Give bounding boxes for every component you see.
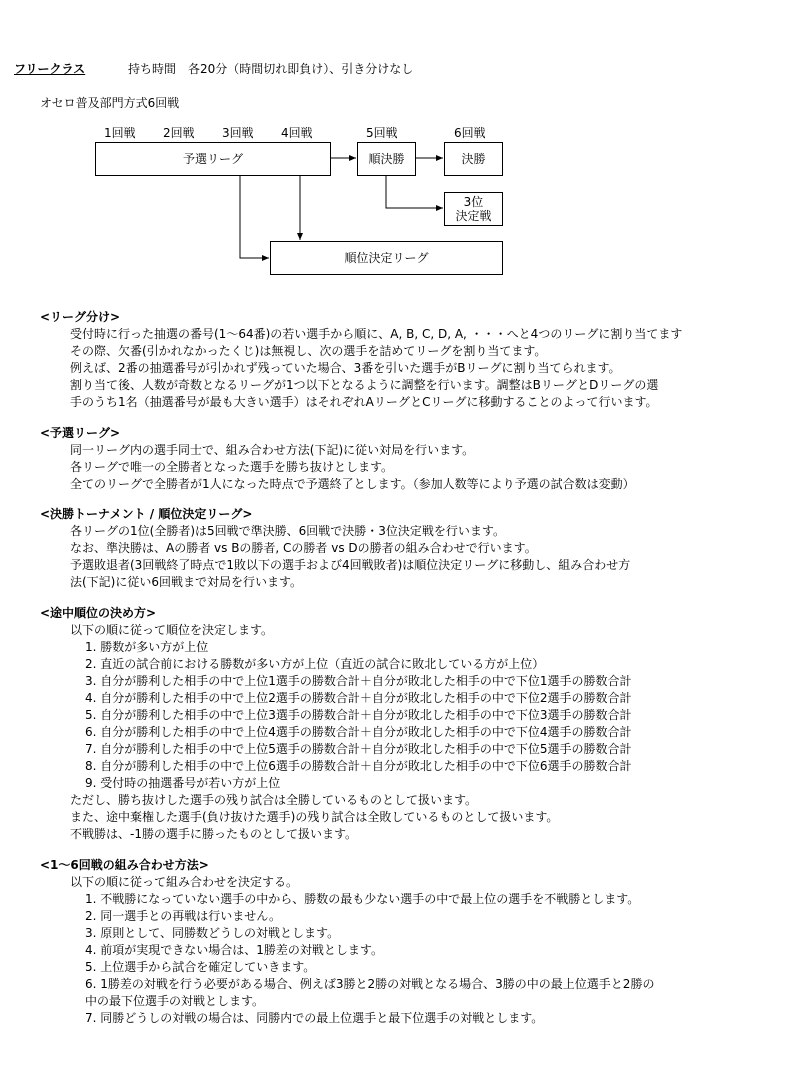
finals-line-2: なお、準決勝は、Aの勝者 vs Bの勝者, Cの勝者 vs Dの勝者の組み合わせで行います。 (70, 541, 537, 555)
pairing-item-4: 4. 前項が実現できない場合は、1勝差の対戦とします。 (85, 943, 383, 957)
qualifying-line-1: 同一リーグ内の選手同士で、組み合わせ方法(下記)に従い対局を行います。 (70, 443, 475, 457)
ranking-league-label: 順位決定リーグ (344, 251, 429, 265)
system-name: オセロ普及部門方式6回戦 (40, 96, 180, 110)
ranking-note-2: また、途中棄権した選手(負け抜けた選手)の残り試合は全敗しているものとして扱います。 (70, 810, 559, 824)
round-label-6: 6回戦 (454, 126, 486, 140)
third-place-box (444, 192, 503, 226)
qualifying-line-2: 各リーグで唯一の全勝者となった選手を勝ち抜けとします。 (70, 460, 394, 474)
ranking-item-3: 3. 自分が勝利した相手の中で上位1選手の勝数合計＋自分が敗北した相手の中で下位1選手の勝数合計 (85, 674, 632, 688)
league-line-3: 例えば、2番の抽選番号が引かれず残っていた場合、3番を引いた選手がBリーグに割り当てられます。 (70, 361, 621, 375)
pairing-item-2: 2. 同一選手との再戦は行いません。 (85, 909, 281, 923)
pairing-item-5: 5. 上位選手から試合を確定していきます。 (85, 960, 316, 974)
ranking-note-3: 不戦勝は、-1勝の選手に勝ったものとして扱います。 (70, 827, 358, 841)
third-place-label-line1: 3位 (463, 195, 484, 209)
arrow-semi-to-third (386, 175, 443, 208)
league-line-2: その際、欠番(引かれなかったくじ)は無視し、次の選手を詰めてリーグを割り当てます。 (70, 344, 547, 358)
round-label-1: 1回戦 (104, 126, 136, 140)
league-line-5: 手のうち1名（抽選番号が最も大きい選手）はそれぞれAリーグとCリーグに移動することのよって行います。 (70, 395, 658, 409)
finals-line-1: 各リーグの1位(全勝者)は5回戦で準決勝、6回戦で決勝・3位決定戦を行います。 (70, 524, 505, 538)
ranking-item-6: 6. 自分が勝利した相手の中で上位4選手の勝数合計＋自分が敗北した相手の中で下位4選手の勝数合計 (85, 725, 632, 739)
ranking-item-1: 1. 勝数が多い方が上位 (85, 640, 209, 654)
pairing-item-1: 1. 不戦勝になっていない選手の中から、勝数の最も少ない選手の中で最上位の選手を不戦勝とします。 (85, 892, 640, 906)
pairing-intro: 以下の順に従って組み合わせを決定する。 (70, 875, 299, 889)
round-label-2: 2回戦 (163, 126, 195, 140)
section-heading-ranking: <途中順位の決め方> (40, 606, 157, 620)
section-heading-league: <リーグ分け> (40, 310, 121, 324)
ranking-item-4: 4. 自分が勝利した相手の中で上位2選手の勝数合計＋自分が敗北した相手の中で下位2選手の勝数合計 (85, 691, 632, 705)
round-label-4: 4回戦 (281, 126, 313, 140)
pairing-item-3: 3. 原則として、同勝数どうしの対戦とします。 (85, 926, 340, 940)
finals-line-4: 法(下記)に従い6回戦まで対局を行います。 (70, 575, 303, 589)
ranking-item-2: 2. 直近の試合前における勝数が多い方が上位（直近の試合に敗北している方が上位） (85, 657, 545, 671)
section-heading-finals: <決勝トーナメント / 順位決定リーグ> (40, 507, 253, 521)
round-label-3: 3回戦 (222, 126, 254, 140)
ranking-league-box (270, 241, 503, 275)
pairing-item-7: 7. 同勝どうしの対戦の場合は、同勝内での最上位選手と最下位選手の対戦とします。 (85, 1011, 544, 1025)
qualifying-league-box (95, 142, 331, 176)
final-box (444, 142, 503, 176)
ranking-item-5: 5. 自分が勝利した相手の中で上位3選手の勝数合計＋自分が敗北した相手の中で下位3選手の勝数合計 (85, 708, 632, 722)
section-heading-pairing: <1～6回戦の組み合わせ方法> (40, 858, 209, 872)
qualifying-league-label: 予選リーグ (182, 152, 243, 166)
ranking-item-8: 8. 自分が勝利した相手の中で上位6選手の勝数合計＋自分が敗北した相手の中で下位6選手の勝数合計 (85, 759, 632, 773)
section-heading-qualifying: <予選リーグ> (40, 426, 121, 440)
ranking-note-1: ただし、勝ち抜けした選手の残り試合は全勝しているものとして扱います。 (70, 793, 478, 807)
time-rule: 持ち時間 各20分（時間切れ即負け）、引き分けなし (128, 62, 414, 76)
round-label-5: 5回戦 (366, 126, 398, 140)
pairing-item-6: 6. 1勝差の対戦を行う必要がある場合、例えば3勝と2勝の対戦となる場合、3勝の中の最上位選手と2勝の (85, 977, 655, 991)
final-label: 決勝 (461, 152, 486, 166)
third-place-label-line2: 決定戦 (455, 209, 492, 223)
finals-line-3: 予選敗退者(3回戦終了時点で1敗以下の選手および4回戦敗者)は順位決定リーグに移動し、組み合わせ方 (70, 558, 631, 572)
semifinal-label: 順決勝 (368, 152, 405, 166)
league-line-1: 受付時に行った抽選の番号(1～64番)の若い選手から順に、A, B, C, D, A, ・・・へと4つのリーグに割り当てます (70, 327, 683, 341)
page-title: フリークラス (14, 62, 86, 76)
qualifying-line-3: 全てのリーグで全勝者が1人になった時点で予選終了とします。（参加人数等により予選の試合数は変動） (70, 477, 635, 491)
league-line-4: 割り当て後、人数が奇数となるリーグが1つ以下となるように調整を行います。調整はBリーグとDリーグの選 (70, 378, 659, 392)
ranking-item-9: 9. 受付時の抽選番号が若い方が上位 (85, 776, 281, 790)
ranking-intro: 以下の順に従って順位を決定します。 (70, 623, 274, 637)
arrow-qual-to-ranking-b (240, 175, 269, 258)
ranking-item-7: 7. 自分が勝利した相手の中で上位5選手の勝数合計＋自分が敗北した相手の中で下位5選手の勝数合計 (85, 742, 632, 756)
semifinal-box (357, 142, 416, 176)
pairing-item-6-cont: 中の最下位選手の対戦とします。 (85, 994, 265, 1008)
